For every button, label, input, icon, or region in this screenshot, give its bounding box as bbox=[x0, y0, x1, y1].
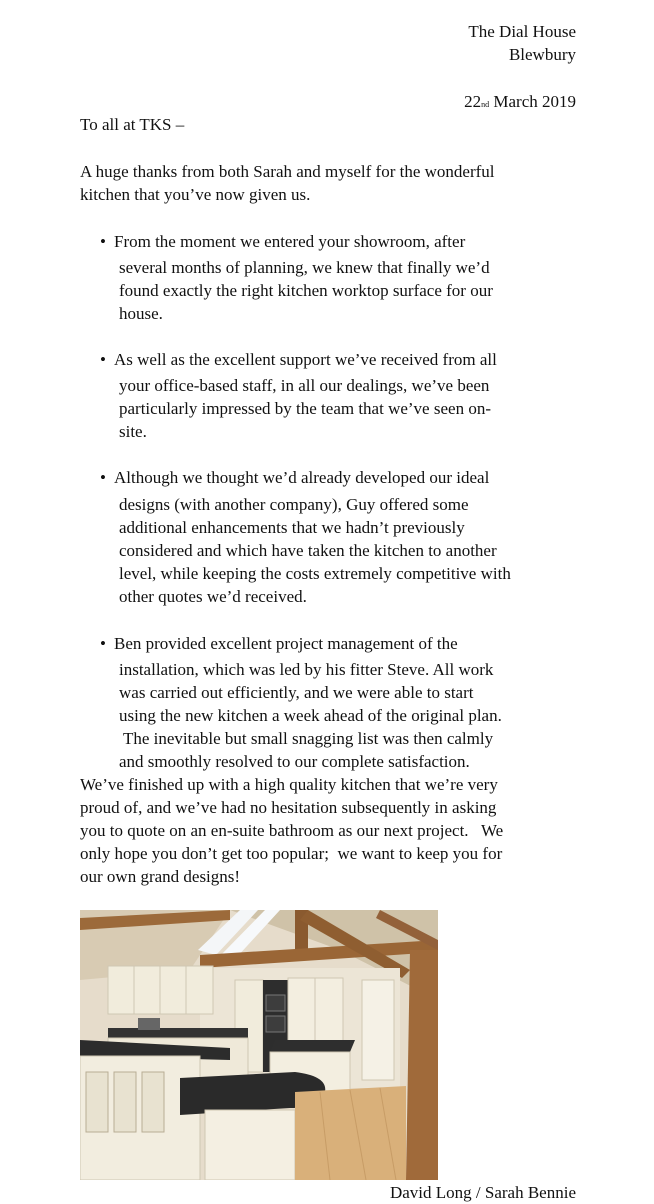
intro-line: kitchen that you’ve now given us. bbox=[80, 185, 311, 204]
bullet-dot-icon: • bbox=[100, 232, 106, 251]
address-line-2: Blewbury bbox=[508, 45, 576, 64]
bullet-item: • Ben provided excellent project management of the bbox=[100, 634, 458, 653]
bullet-item: • Although we thought we’d already developed our ideal bbox=[100, 468, 490, 487]
bullet-line: installation, which was led by his fitter Steve. All work bbox=[119, 660, 494, 679]
kitchen-illustration bbox=[80, 910, 438, 1180]
date-day: 22 bbox=[464, 92, 482, 111]
date-suffix: nd bbox=[481, 100, 490, 109]
closing-line: proud of, and we’ve had no hesitation subsequently in asking bbox=[80, 798, 497, 817]
bullet-line: designs (with another company), Guy offered some bbox=[119, 495, 469, 514]
signature: David Long / Sarah Bennie bbox=[389, 1183, 576, 1202]
closing-line: you to quote on an en-suite bathroom as our next project. We bbox=[80, 821, 504, 840]
bullet-line: site. bbox=[119, 422, 147, 441]
bullet-line: level, while keeping the costs extremely competitive with bbox=[119, 564, 511, 583]
bullet-line: The inevitable but small snagging list was then calmly bbox=[119, 729, 494, 748]
bullet-line: considered and which have taken the kitchen to another bbox=[119, 541, 497, 560]
address-line-1: The Dial House bbox=[468, 22, 576, 41]
intro-line: A huge thanks from both Sarah and myself for the wonderful bbox=[80, 162, 495, 181]
bullet-line: your office-based staff, in all our dealings, we’ve been bbox=[119, 376, 490, 395]
bullet-line: was carried out efficiently, and we were able to start bbox=[119, 683, 474, 702]
bullet-line: found exactly the right kitchen worktop surface for our bbox=[119, 281, 493, 300]
bullet-dot-icon: • bbox=[100, 350, 106, 369]
bullet-line: other quotes we’d received. bbox=[119, 587, 307, 606]
kitchen-photo bbox=[80, 910, 438, 1180]
salutation: To all at TKS – bbox=[80, 115, 185, 134]
bullet-line: several months of planning, we knew that finally we’d bbox=[119, 258, 490, 277]
bullet-item: • From the moment we entered your showroom, after bbox=[100, 232, 466, 251]
bullet-dot-icon: • bbox=[100, 468, 106, 487]
bullet-item: • As well as the excellent support we’ve received from all bbox=[100, 350, 497, 369]
closing-line: We’ve finished up with a high quality kitchen that we’re very bbox=[80, 775, 498, 794]
letter-date bbox=[464, 90, 576, 113]
date-rest: March 2019 bbox=[493, 92, 576, 111]
bullet-line: particularly impressed by the team that we’ve seen on- bbox=[119, 399, 491, 418]
closing-line: our own grand designs! bbox=[80, 867, 241, 886]
bullet-line: using the new kitchen a week ahead of the original plan. bbox=[119, 706, 502, 725]
bullet-line: and smoothly resolved to our complete satisfaction. bbox=[119, 752, 470, 771]
bullet-dot-icon: • bbox=[100, 634, 106, 653]
bullet-line: additional enhancements that we hadn’t previously bbox=[119, 518, 465, 537]
closing-line: only hope you don’t get too popular; we want to keep you for bbox=[80, 844, 503, 863]
bullet-line: house. bbox=[119, 304, 163, 323]
